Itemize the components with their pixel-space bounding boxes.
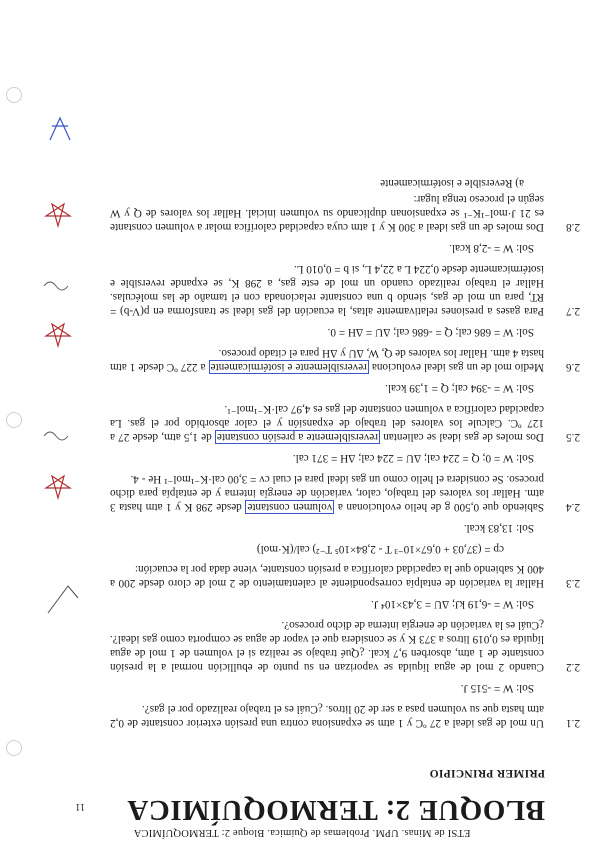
section-title: PRIMER PRINCIPIO <box>429 767 545 779</box>
problem-option: a) Reversible e isotérmicamente <box>380 177 524 189</box>
title-block <box>45 767 545 826</box>
problem-2-4 <box>110 451 580 514</box>
problem-text: Dos moles de un gas ideal a 300 K y 1 atm cuya capacidad calorífica molar a volumen constante es 21 J·mol⁻¹K⁻¹ se expansionan duplicando su volumen inicial. Hallar los valores de Q y W según el proceso tenga lugar: <box>110 193 544 233</box>
problem-solution: Sol: W = -6,19 kJ; ΔU = 3,43×10⁴ J. <box>371 598 534 610</box>
pencil-note-mark <box>44 282 68 440</box>
problem-2-3 <box>110 521 580 590</box>
problem-number: 2.8 <box>566 221 580 233</box>
red-star-mark <box>46 204 70 498</box>
highlight-box: reversiblemente a presión constante <box>216 431 379 443</box>
problem-number: 2.4 <box>566 501 580 513</box>
problem-number: 2.2 <box>566 661 580 673</box>
problem-number: 2.7 <box>566 305 580 317</box>
problem-text: Hallar la variación de entalpía correspondiente al calentamiento de 2 mol de cloro desde 200 a 400 K sabiendo que la capacidad calorífica a presión constante, viene dada por la ecuación: <box>110 563 544 589</box>
highlight-box: volumen constante <box>247 501 333 513</box>
problem-text-end: de 1,5 atm, desde 27 a 127 ºC. Calcule los valores del trabajo de expansión y el calor absorbido por el gas. La capacidad calorífica a volumen constante del gas es 4,97 cal·K⁻¹mol⁻¹. <box>110 403 544 443</box>
problem-2-5 <box>110 381 580 444</box>
problem-2-8 <box>110 176 580 234</box>
problem-text-start: Dos moles de gas ideal se calientan <box>383 431 544 443</box>
heat-capacity-equation: cp = (37,03 + 0,67×10⁻³ T - 2,84×10⁵ T⁻²) cal/(K·mol) <box>256 543 504 555</box>
problem-text <box>110 402 544 444</box>
problem-2-1 <box>110 681 580 730</box>
problem-list <box>110 169 580 730</box>
running-header: ETSI de Minas. UPM. Problemas de Química. Bloque 2: TERMOQUÍMICA <box>133 827 471 838</box>
pencil-check-mark <box>48 586 78 613</box>
problem-text: Cuando 2 mol de agua líquida se vaporizan en su punto de ebullición normal a la presión constante de 1 atm, absorben 9,7 kcal. ¿Qué trabajo se realiza si el volumen de 1 mol de agua líquida es 0,019 litros a 373 K y se considera que el vapor de agua se comporta como gas ideal?. ¿Cuál es la variación de energía interna de dicho proceso?. <box>110 619 544 673</box>
punch-hole <box>6 87 22 103</box>
problem-2-2 <box>110 597 580 674</box>
problem-text-start: Sabiendo que 0,500 g de helio evolucionan a <box>337 501 544 513</box>
problem-2-7 <box>110 241 580 318</box>
problem-solution: Sol: W = -394 cal; Q = 1,39 kcal. <box>385 382 534 394</box>
highlight-box: reversiblemente e isotérmicamente <box>210 361 367 373</box>
margin-annotations <box>18 78 88 738</box>
problem-solution: Sol: 13,83 kcal. <box>463 522 534 534</box>
problem-text: Para gases a presiones relativamente altas, la ecuación del gas ideal se transforma en p(V-b) = RT, para un mol de gas, siendo b una constante relacionada con el tamaño de las moléculas. Hallar el trabajo realizado cuando un mol de este gas, a 298 K, se expande reversible e isotérmicamente desde 0,224 L a 22,4 L, si b = 0,010 L. <box>110 263 544 317</box>
problem-number: 2.6 <box>566 361 580 373</box>
problem-solution: Sol: W = -515 J. <box>460 682 534 694</box>
problem-text <box>110 472 544 514</box>
blue-ink-mark <box>50 118 70 140</box>
problem-number: 2.3 <box>566 577 580 589</box>
problem-text-start: Medio mol de un gas ideal evoluciona <box>371 361 544 373</box>
page-title: BLOQUE 2: TERMOQUÍMICA <box>126 794 545 826</box>
problem-solution: Sol: W = 0; Q = 224 cal; ΔU = 224 cal; ΔH = 371 cal. <box>292 452 534 464</box>
problem-solution: Sol: W = -2,8 kcal. <box>449 242 534 254</box>
problem-solution: Sol: W = 686 cal; Q = -686 cal; ΔU = ΔH = 0. <box>327 326 534 338</box>
problem-2-6 <box>110 325 580 374</box>
punch-hole <box>6 412 22 428</box>
problem-text-end: desde 298 K y 1 atm hasta 3 atm. Hallar los valores del trabajo, calor, variación de energía interna y de entalpía para dicho proceso. Se considera el helio como un gas ideal para el cual cv = 3,00 cal·K⁻¹mol⁻¹ He - 4. <box>109 473 544 513</box>
problem-text-end: a 227 ºC desde 1 atm hasta 4 atm. Hallar los valores de Q, W, ΔU y ΔH para el citado proceso. <box>109 347 544 373</box>
punch-hole <box>6 740 22 756</box>
problem-text <box>110 346 544 374</box>
problem-number: 2.5 <box>566 431 580 443</box>
problem-number: 2.1 <box>566 717 580 729</box>
page-number: 11 <box>75 801 85 812</box>
problem-text: Un mol de gas ideal a 27 ºC y 1 atm se expansiona contra una presión exterior constante de 0,2 atm hasta que su volumen pasa a ser de 20 litros. ¿Cuál es el trabajo realizado por el gas?. <box>110 703 544 729</box>
